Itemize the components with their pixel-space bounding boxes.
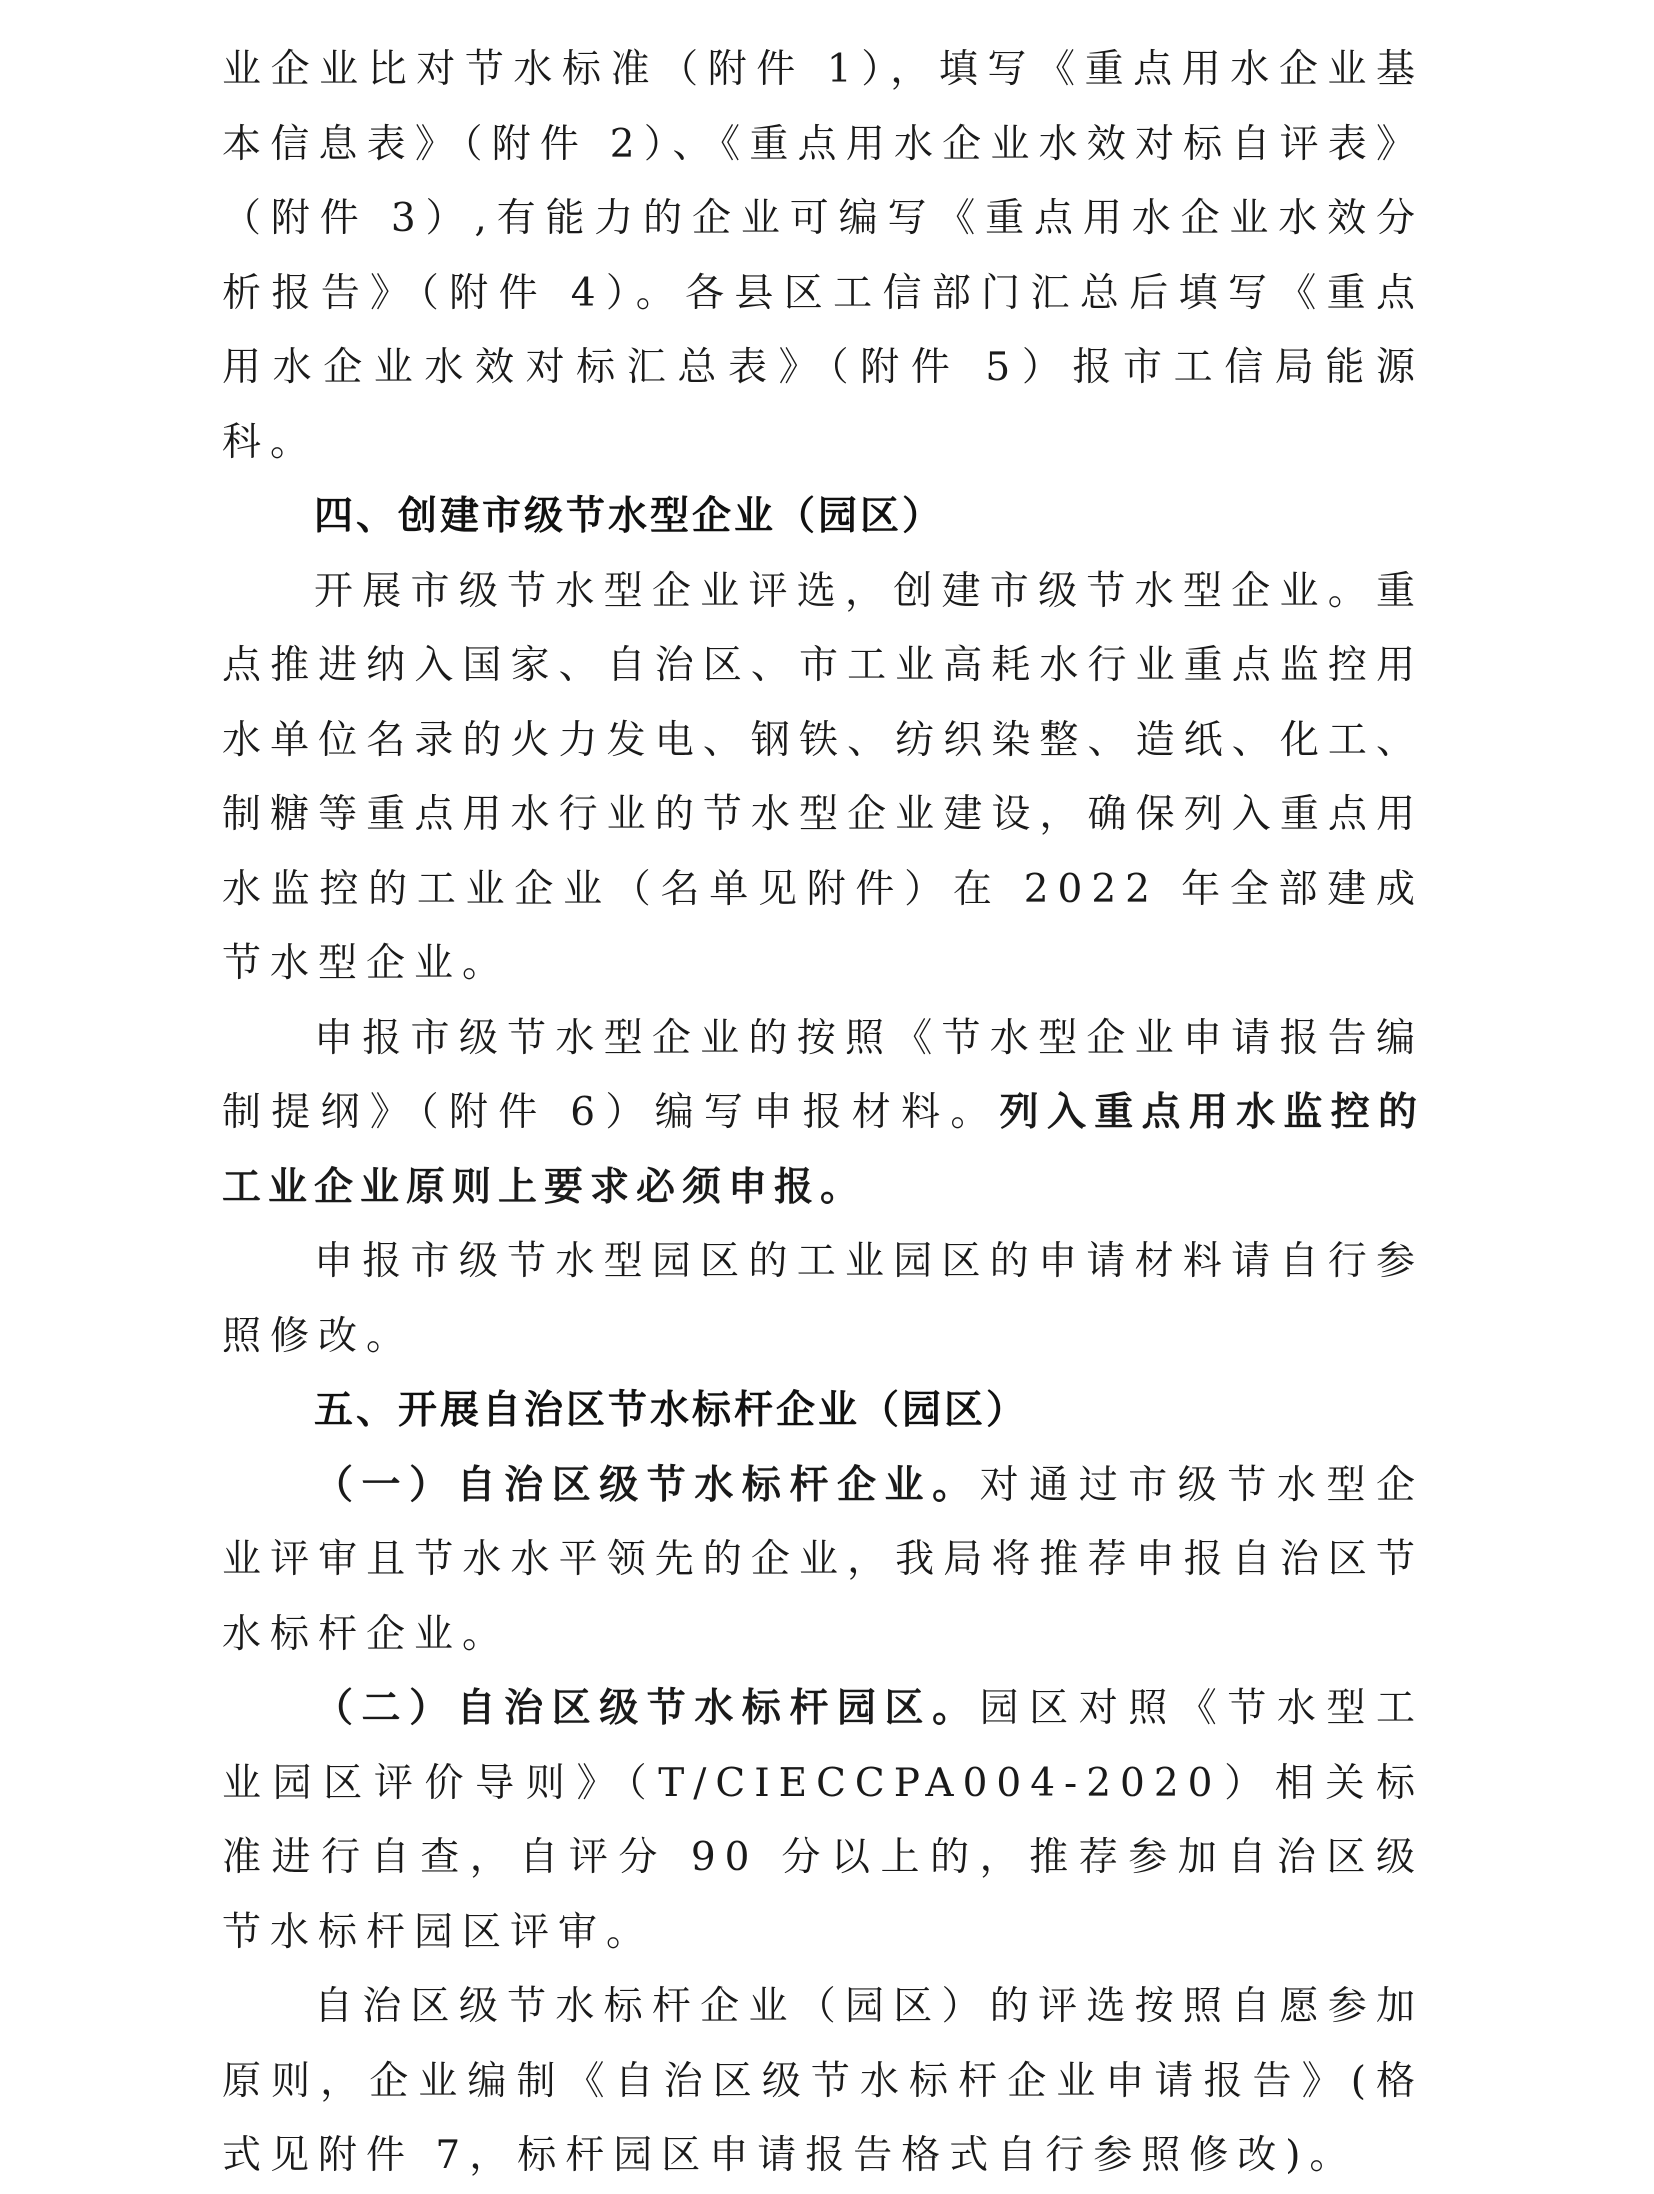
- paragraph-text: 申报市级节水型企业的按照《节水型企业申请报告编制提纲》（附件 6）编写申报材料。: [222, 1015, 1424, 1135]
- paragraph-attachments-instructions: 业企业比对节水标准（附件 1），填写《重点用水企业基本信息表》（附件 2）、《重点用水企业水效对标自评表》（附件 3）,有能力的企业可编写《重点用水企业水效分析报告》（附件 4）。各县区工信部门汇总后填写《重点用水企业水效对标汇总表》（附件 5）报市工信局能源科。: [222, 47, 1424, 465]
- section-heading-five: 五、开展自治区节水标杆企业（园区）: [314, 1388, 1029, 1433]
- section-heading-four: 四、创建市级节水型企业（园区）: [314, 494, 945, 539]
- subheading-benchmark-park: （二）自治区级节水标杆园区。: [314, 1686, 980, 1731]
- paragraph-voluntary-selection: 自治区级节水标杆企业（园区）的评选按照自愿参加原则，企业编制《自治区级节水标杆企业申请报告》(格式见附件 7，标杆园区申请报告格式自行参照修改)。: [222, 1984, 1424, 2178]
- mandatory-notice-bold: 列入重点用水监控的工业企业原则上要求必须申报。: [222, 1090, 1424, 1210]
- paragraph-park-application: 申报市级节水型园区的工业园区的申请材料请自行参照修改。: [222, 1239, 1424, 1359]
- subheading-benchmark-enterprise: （一）自治区级节水标杆企业。: [314, 1462, 980, 1508]
- document-body: [222, 33, 1424, 2194]
- paragraph-municipal-application: [222, 1002, 1424, 1226]
- paragraph-benchmark-park: [222, 1672, 1424, 1970]
- paragraph-text: 园区对照《节水型工业园区评价导则》（T/CIECCPA004-2020）相关标准进行自查，自评分 90 分以上的，推荐参加自治区级节水标杆园区评审。: [222, 1686, 1424, 1955]
- paragraph-municipal-evaluation: 开展市级节水型企业评选，创建市级节水型企业。重点推进纳入国家、自治区、市工业高耗水行业重点监控用水单位名录的火力发电、钢铁、纺织染整、造纸、化工、制糖等重点用水行业的节水型企业建设，确保列入重点用水监控的工业企业（名单见附件）在 2022 年全部建成节水型企业。: [222, 568, 1424, 986]
- paragraph-text: 对通过市级节水型企业评审且节水水平领先的企业，我局将推荐申报自治区节水标杆企业。: [222, 1462, 1424, 1657]
- paragraph-benchmark-enterprise: [222, 1449, 1424, 1673]
